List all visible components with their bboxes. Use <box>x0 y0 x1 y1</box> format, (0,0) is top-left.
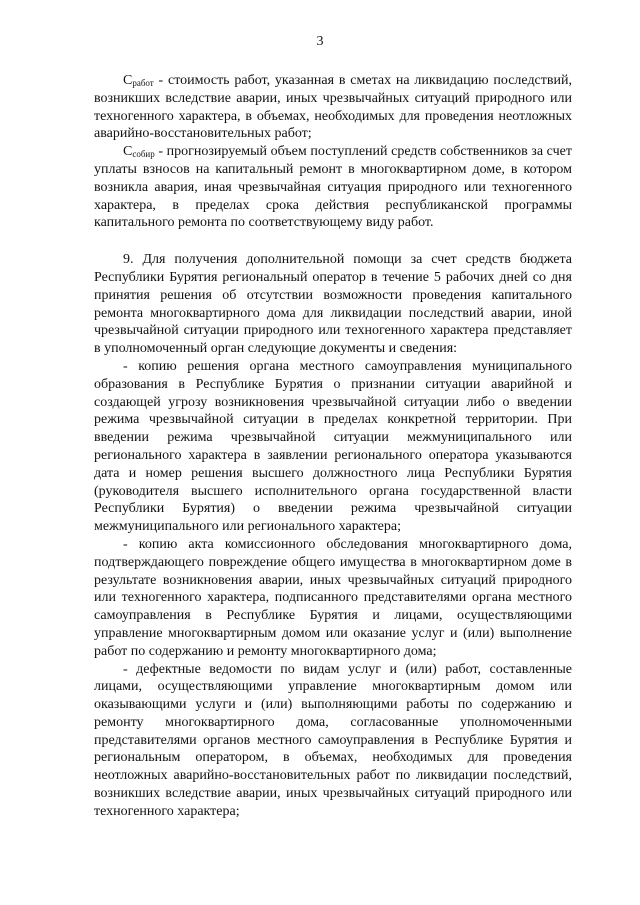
formula-symbol <box>123 73 154 88</box>
definition-c-rabot <box>94 72 572 143</box>
list-item-defect-statements: - дефектные ведомости по видам услуг и (или) работ, составленные лицами, осуществляющими управление многоквартирным домом или оказывающими услуги и (или) выполняющими работы по содержанию и ремонту многоквартирного дома, согласованные уполномоченными представителями органов местного самоуправления в Республике Бурятия и региональным оператором, в объемах, необходимых для проведения неотложных аварийно-восстановительных работ по ликвидации последствий, возникших вследствие аварии, иных чрезвычайных ситуаций природного или техногенного характера; <box>94 661 572 819</box>
symbol-subscript: собир <box>132 149 155 160</box>
definition-text: - прогнозируемый объем поступлений средств собственников за счет уплаты взносов на капитальный ремонт в многоквартирном доме, в котором возникла авария, иная чрезвычайная ситуация природного или техногенного характера, в пределах срока действия республиканской программы капитального ремонта по соответствующему виду работ. <box>94 144 572 231</box>
symbol-letter: C <box>123 144 133 160</box>
paragraph-spacer <box>94 232 572 251</box>
definition-text: - стоимость работ, указанная в сметах на ликвидацию последствий, возникших вследствие аварии, иных чрезвычайных ситуаций природного или техногенного характера, в объемах, необходимых для проведения неотложных аварийно-восстановительных работ; <box>94 73 572 142</box>
symbol-letter: C <box>123 73 133 88</box>
formula-symbol <box>123 144 155 159</box>
list-item-decision-copy: - копию решения органа местного самоуправления муниципального образования в Республике Бурятия о признании ситуации аварийной и создающей угрозу возникновения чрезвычайной ситуации либо о введении режима чрезвычайной ситуации в пределах конкретной территории. При введении режима чрезвычайной ситуации межмуниципального или регионального характера в заявлении регионального оператора указываются дата и номер решения высшего должностного лица Республики Бурятия (руководителя высшего исполнительного органа государственной власти Республики Бурятия) о введении режима чрезвычайной ситуации межмуниципального или регионального характера; <box>94 358 572 535</box>
symbol-subscript: работ <box>132 78 154 88</box>
page-number: 3 <box>316 34 324 49</box>
document-body <box>94 72 572 821</box>
definition-c-sobir <box>94 143 572 232</box>
paragraph-item-9: 9. Для получения дополнительной помощи за счет средств бюджета Республики Бурятия региональный оператор в течение 5 рабочих дней со дня принятия решения об отсутствии возможности проведения капитального ремонта многоквартирного дома для ликвидации последствий аварии, иной чрезвычайной ситуации природного или техногенного характера представляет в уполномоченный орган следующие документы и сведения: <box>94 252 572 357</box>
list-item-inspection-act: - копию акта комиссионного обследования многоквартирного дома, подтверждающего повреждение общего имущества в многоквартирном доме в результате возникновения аварии, иных чрезвычайных ситуаций природного или техногенного характера, подписанного представителями органа местного самоуправления в Республике Бурятия и лицами, осуществляющими управление многоквартирным домом или оказание услуг и (или) выполнение работ по содержанию и ремонту многоквартирного дома; <box>94 536 572 659</box>
